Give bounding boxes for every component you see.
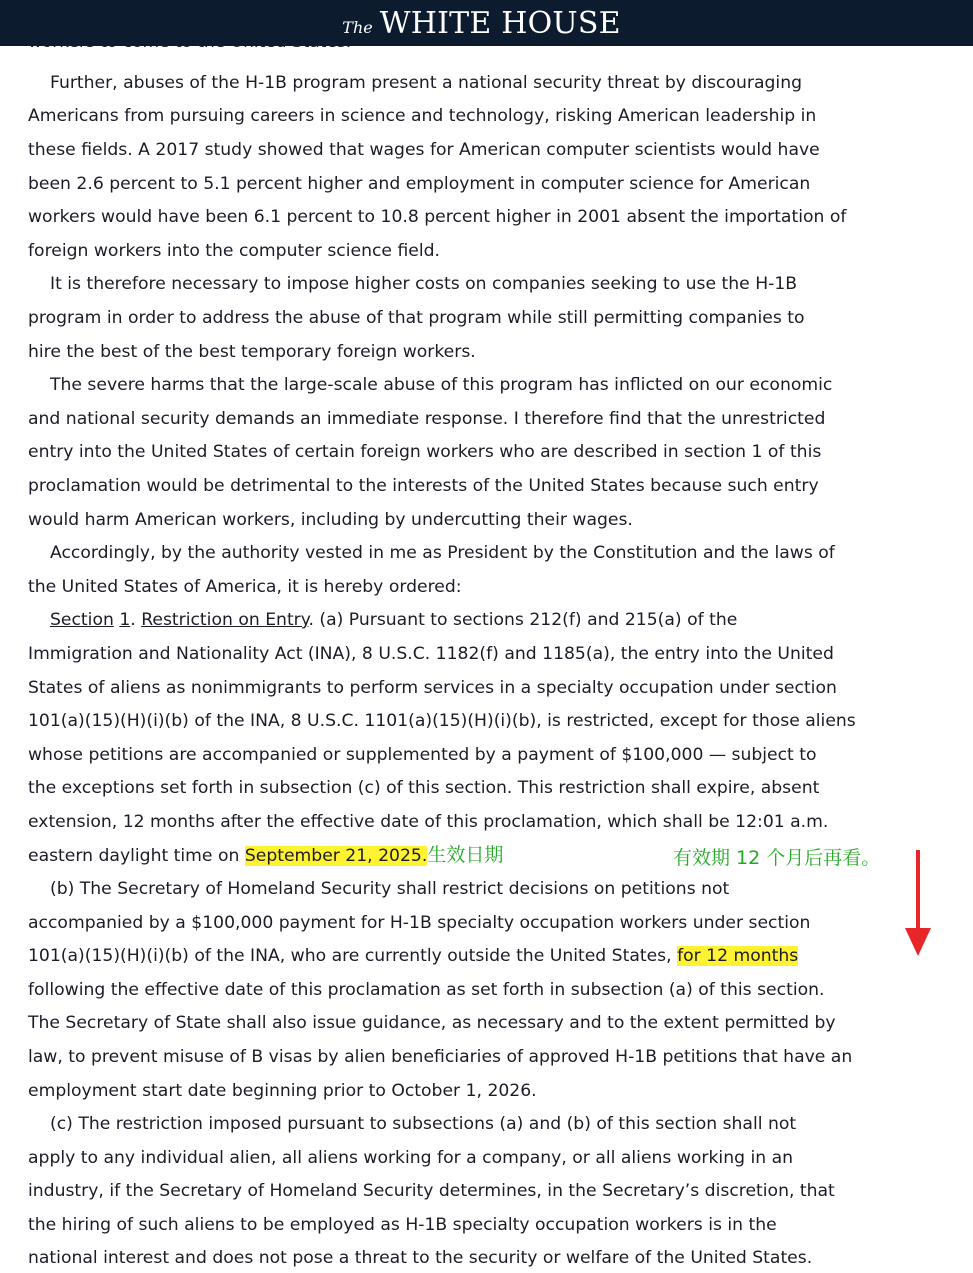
line-prefix: eastern daylight time on [28,846,240,866]
text-line: It is therefore necessary to impose higher costs on companies seeking to use the H-1B [50,274,798,294]
text-line: extension, 12 months after the effective date of this proclamation, which shall be 12:01 a.m. [28,812,829,832]
white-house-logo[interactable] [342,6,620,41]
text-line: proclamation would be detrimental to the interests of the United States because such entry [28,476,819,496]
validity-annotation: 有效期 12 个月后再看。 [673,847,881,869]
text-line: following the effective date of this proclamation as set forth in subsection (a) of this section. [28,980,825,1000]
section-number: 1 [119,610,131,630]
text-line: the United States of America, it is hereby ordered: [28,577,462,597]
text-line: employment start date beginning prior to October 1, 2026. [28,1081,537,1101]
text-line: and national security demands an immediate response. I therefore find that the unrestricted [28,409,826,429]
text-line: States of aliens as nonimmigrants to perform services in a specialty occupation under section [28,678,837,698]
text-line: Immigration and Nationality Act (INA), 8 U.S.C. 1182(f) and 1185(a), the entry into the United [28,644,834,664]
text-line: foreign workers into the computer science field. [28,241,441,261]
section-label: Section [50,610,114,630]
brand-name: WHITE HOUSE [379,5,621,41]
text-line: national interest and does not pose a threat to the security or welfare of the United States. [28,1248,813,1268]
text-line: Americans from pursuing careers in science and technology, risking American leadership in [28,106,817,126]
text-line-effective-date [28,843,503,868]
text-line: industry, if the Secretary of Homeland Security determines, in the Secretary’s discretion, that [28,1181,835,1201]
text-line: Further, abuses of the H-1B program present a national security threat by discouraging [50,73,802,93]
text-line: workers would have been 6.1 percent to 10.8 percent higher in 2001 absent the importation of [28,207,847,227]
section-1-heading: Section 1. Restriction on Entry. (a) Pursuant to sections 212(f) and 215(a) of the [50,610,738,630]
site-header [0,0,973,46]
text-line: whose petitions are accompanied or supplemented by a payment of $100,000 — subject to [28,745,817,765]
effective-date-annotation: 生效日期 [427,844,504,866]
section-title: Restriction on Entry [141,610,309,630]
red-down-arrow-icon [903,850,933,958]
text-line-12-months [28,944,798,968]
text-line: been 2.6 percent to 5.1 percent higher and employment in computer science for American [28,174,811,194]
text-line: law, to prevent misuse of B visas by alien beneficiaries of approved H-1B petitions that have an [28,1047,853,1067]
highlighted-12-months: for 12 months [677,946,799,966]
text-line: these fields. A 2017 study showed that wages for American computer scientists would have [28,140,820,160]
text-line: (b) The Secretary of Homeland Security shall restrict decisions on petitions not [50,879,730,899]
text-line: entry into the United States of certain foreign workers who are described in section 1 of this [28,442,822,462]
text-line: apply to any individual alien, all aliens working for a company, or all aliens working in an [28,1148,794,1168]
text-line: would harm American workers, including by undercutting their wages. [28,510,633,530]
text-line: The Secretary of State shall also issue guidance, as necessary and to the extent permitted by [28,1013,836,1033]
line-prefix: 101(a)(15)(H)(i)(b) of the INA, who are currently outside the United States, [28,946,672,966]
text-line: 101(a)(15)(H)(i)(b) of the INA, 8 U.S.C. 1101(a)(15)(H)(i)(b), is restricted, except for those aliens [28,711,856,731]
text-line: program in order to address the abuse of that program while still permitting companies to [28,308,805,328]
text-line: The severe harms that the large-scale abuse of this program has inflicted on our economic [50,375,833,395]
highlighted-effective-date: September 21, 2025. [244,846,428,866]
text-line: accompanied by a $100,000 payment for H-1B specialty occupation workers under section [28,913,811,933]
text-line: hire the best of the best temporary foreign workers. [28,342,476,362]
text-line: Accordingly, by the authority vested in me as President by the Constitution and the laws of [50,543,835,563]
section-1-text: . (a) Pursuant to sections 212(f) and 215(a) of the [308,610,738,630]
text-line: the hiring of such aliens to be employed as H-1B specialty occupation workers is in the [28,1215,777,1235]
brand-prefix: The [342,17,373,37]
text-line: the exceptions set forth in subsection (c) of this section. This restriction shall expire, absent [28,778,820,798]
text-line: (c) The restriction imposed pursuant to subsections (a) and (b) of this section shall not [50,1114,797,1134]
